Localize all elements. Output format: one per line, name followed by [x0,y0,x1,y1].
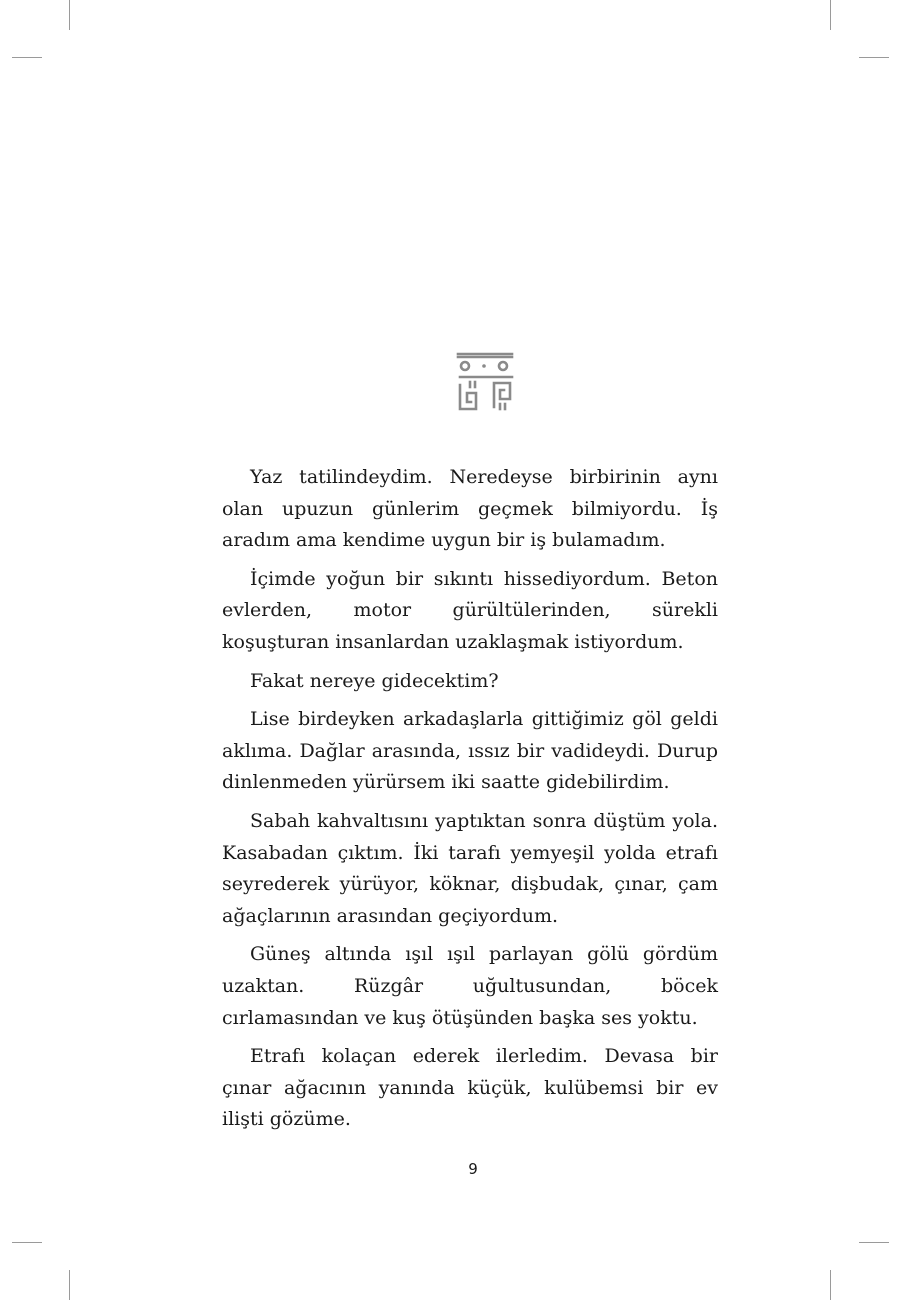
crop-mark-top-left-h [12,57,42,58]
body-text [222,462,718,1143]
paragraph: Etrafı kolaçan ederek ilerledim. Devasa bir çınar ağacının yanında küçük, kulübemsi bir ev ilişti gözüme. [222,1045,718,1131]
paragraph: Fakat nereye gidecektim? [250,669,499,692]
crop-mark-top-right-h [859,57,889,58]
paragraph: İçimde yoğun bir sıkıntı hissediyordum. Beton evlerden, motor gürültülerinden, sürekli koşuşturan insanlardan uzaklaşmak istiyordum. [222,567,718,653]
crop-mark-top-right [830,0,831,30]
crop-mark-top-left [69,0,70,30]
paragraph: Güneş altında ışıl ışıl parlayan gölü gördüm uzaktan. Rüzgâr uğultusundan, böcek cırlamasından ve kuş ötüşünden başka ses yoktu. [222,943,718,1029]
paragraph: Sabah kahvaltısını yaptıktan sonra düştüm yola. Kasabadan çıktım. İki tarafı yemyeşil yolda etrafı seyrederek yürüyor, köknar, dişbudak, çınar, çam ağaçlarının arasından geçiyordum. [222,809,718,927]
paragraph: Yaz tatilindeydim. Neredeyse birbirinin aynı olan upuzun günlerim geçmek bilmiyordu. İş aradım ama kendime uygun bir iş bulamadım. [222,466,718,552]
geometric-ornament-icon [456,352,514,414]
crop-mark-bottom-right-h [859,1242,889,1243]
crop-mark-bottom-left-h [12,1242,42,1243]
paragraph: Lise birdeyken arkadaşlarla gittiğimiz göl geldi aklıma. Dağlar arasında, ıssız bir vadideydi. Durup dinlenmeden yürürsem iki saatte gidebilirdim. [222,708,718,794]
crop-mark-bottom-left [69,1270,70,1300]
crop-mark-bottom-right [830,1270,831,1300]
page-number: 9 [468,1160,478,1178]
